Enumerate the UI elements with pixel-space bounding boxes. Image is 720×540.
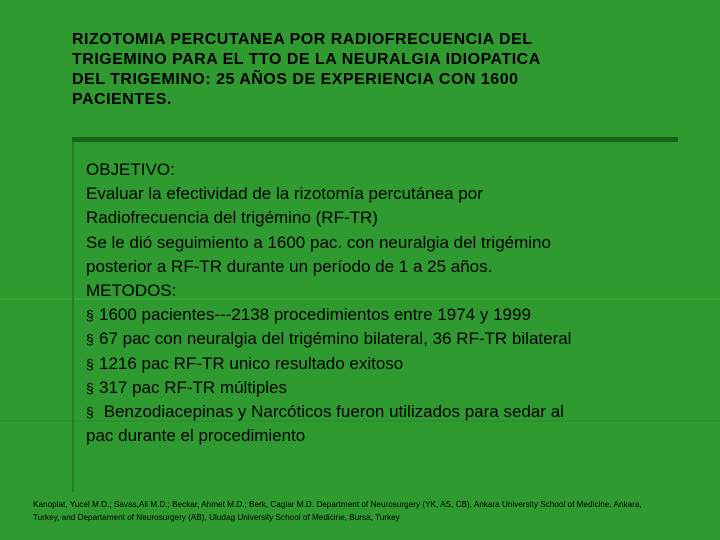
bullet-text: 317 pac RF-TR múltiples — [99, 377, 288, 397]
bullet-icon: § — [86, 404, 94, 421]
bullet-icon: § — [86, 355, 94, 372]
bullet-text: 1600 pacientes---2138 procedimientos entre 1974 y 1999 — [99, 305, 531, 325]
citation-footer — [33, 498, 713, 524]
slide-body — [86, 158, 676, 448]
footer-line: Turkey, and Departament of Neurosurgery (AB), Uludag University School of Medicine, Bursa, Turkey — [33, 513, 400, 522]
bullet-item — [86, 376, 676, 400]
body-text-line: Evaluar la efectividad de la rizotomía percutánea por — [86, 184, 483, 204]
footer-line: Kanoplat, Yucel M.D.; Savas,Ali M.D.; Beckar, Ahmet M.D.; Berk, Cagiar M.D. Department of Neurosurgery (YK, AS, CB), Ankara University School of Medicine, Ankara, — [33, 500, 642, 509]
bullet-text: 67 pac con neuralgia del trigémino bilateral, 36 RF-TR bilateral — [99, 329, 572, 349]
bullet-item — [86, 303, 676, 327]
title-line: TRIGEMINO PARA EL TTO DE LA NEURALGIA IDIOPATICA — [72, 51, 541, 68]
bullet-icon: § — [86, 331, 94, 348]
left-rule — [72, 142, 74, 492]
body-text-line: Se le dió seguimiento a 1600 pac. con neuralgia del trigémino — [86, 232, 551, 252]
bullet-item — [86, 352, 676, 376]
bullet-text: 1216 pac RF-TR unico resultado exitoso — [99, 353, 404, 373]
title-line: DEL TRIGEMINO: 25 AÑOS DE EXPERIENCIA CON 1600 — [72, 71, 519, 88]
section-heading-metodos: METODOS: — [86, 281, 177, 301]
body-text-line: posterior a RF-TR durante un período de 1 a 25 años. — [86, 256, 493, 276]
title-line: RIZOTOMIA PERCUTANEA POR RADIOFRECUENCIA DEL — [72, 31, 533, 48]
bullet-icon: § — [86, 307, 94, 324]
title-line: PACIENTES. — [72, 91, 172, 108]
bullet-icon: § — [86, 379, 94, 396]
slide-title — [72, 30, 672, 110]
bullet-text: Benzodiacepinas y Narcóticos fueron utilizados para sedar al — [99, 402, 564, 422]
bullet-item — [86, 400, 676, 424]
bullet-continuation: pac durante el procedimiento — [86, 426, 306, 446]
title-divider — [72, 137, 678, 142]
section-heading-objetivo: OBJETIVO: — [86, 160, 175, 179]
body-text-line: Radiofrecuencia del trigémino (RF-TR) — [86, 208, 378, 228]
bullet-item — [86, 327, 676, 351]
